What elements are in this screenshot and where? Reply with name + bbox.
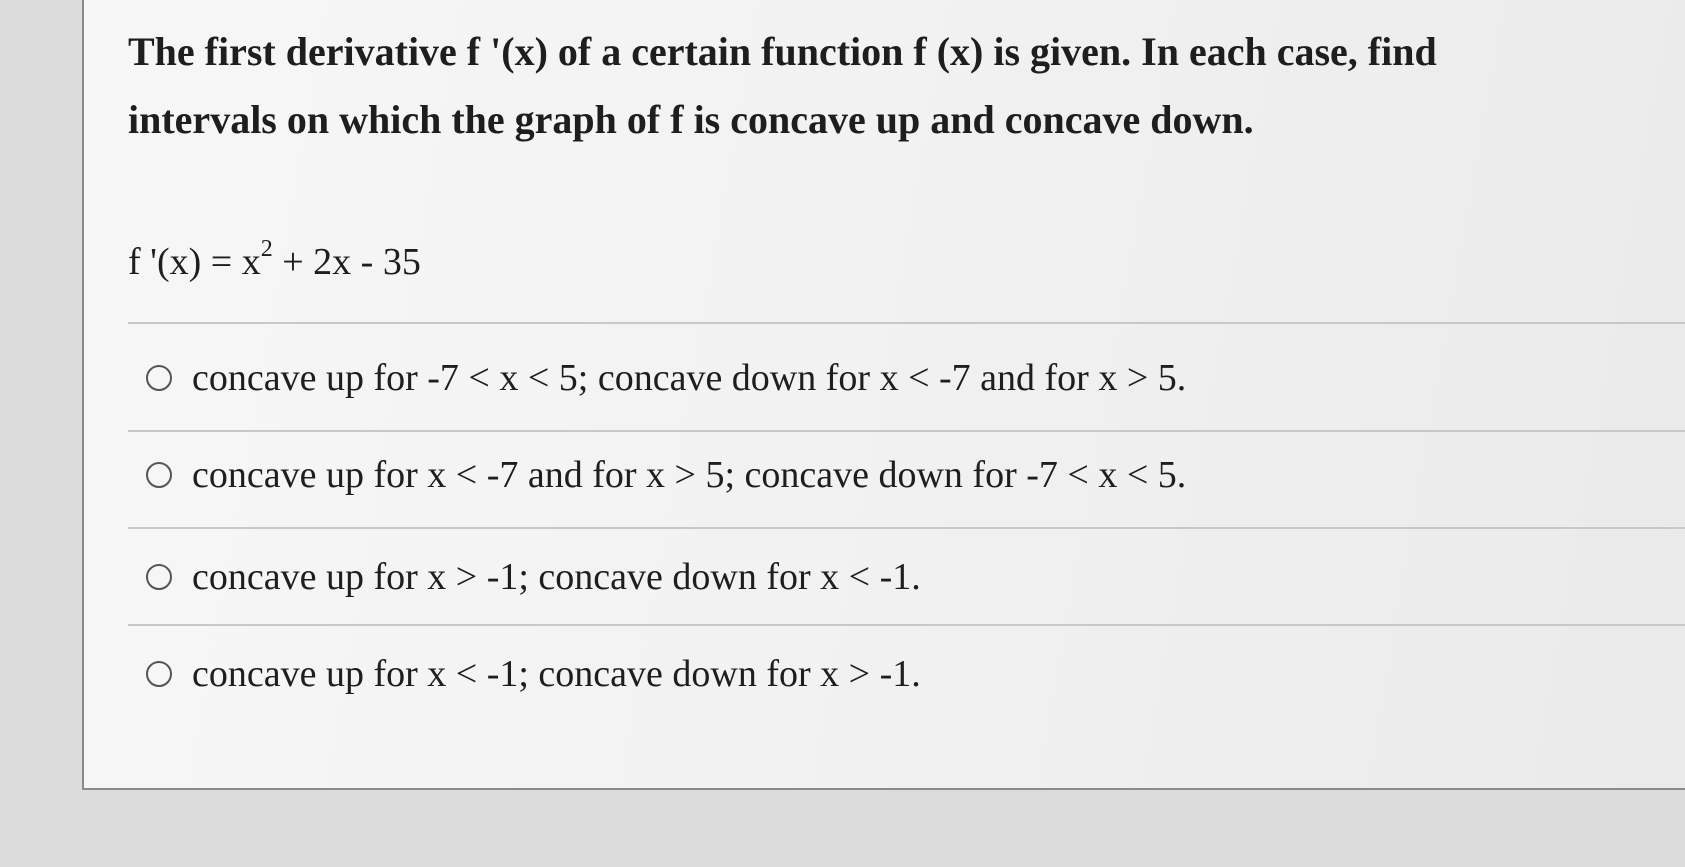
answer-option-4[interactable] bbox=[146, 652, 921, 696]
answer-option-label: concave up for -7 < x < 5; concave down for x < -7 and for x > 5. bbox=[192, 357, 1187, 399]
equation-exponent: 2 bbox=[260, 236, 273, 262]
derivative-equation bbox=[128, 225, 421, 286]
answer-option-label: concave up for x < -1; concave down for x > -1. bbox=[192, 653, 921, 695]
answer-option-label: concave up for x > -1; concave down for x < -1. bbox=[192, 556, 921, 598]
divider bbox=[128, 322, 1685, 324]
radio-button-2[interactable] bbox=[146, 462, 172, 488]
answer-option-2[interactable] bbox=[146, 453, 1186, 497]
answer-option-3[interactable] bbox=[146, 555, 921, 599]
equation-base: x bbox=[241, 241, 261, 283]
answer-option-label: concave up for x < -7 and for x > 5; concave down for -7 < x < 5. bbox=[192, 454, 1187, 496]
equation-lhs: f '(x) = bbox=[128, 241, 242, 283]
question-text: The first derivative f '(x) of a certain function f (x) is given. In each case, find intervals on which the graph of f is concave up and concave down. bbox=[128, 29, 1437, 142]
equation-rest: + 2x - 35 bbox=[272, 241, 421, 283]
radio-button-1[interactable] bbox=[146, 365, 172, 391]
answer-option-1[interactable] bbox=[146, 356, 1186, 400]
radio-button-4[interactable] bbox=[146, 661, 172, 687]
divider bbox=[128, 527, 1685, 529]
divider bbox=[128, 624, 1685, 626]
divider bbox=[128, 430, 1685, 432]
radio-button-3[interactable] bbox=[146, 564, 172, 590]
